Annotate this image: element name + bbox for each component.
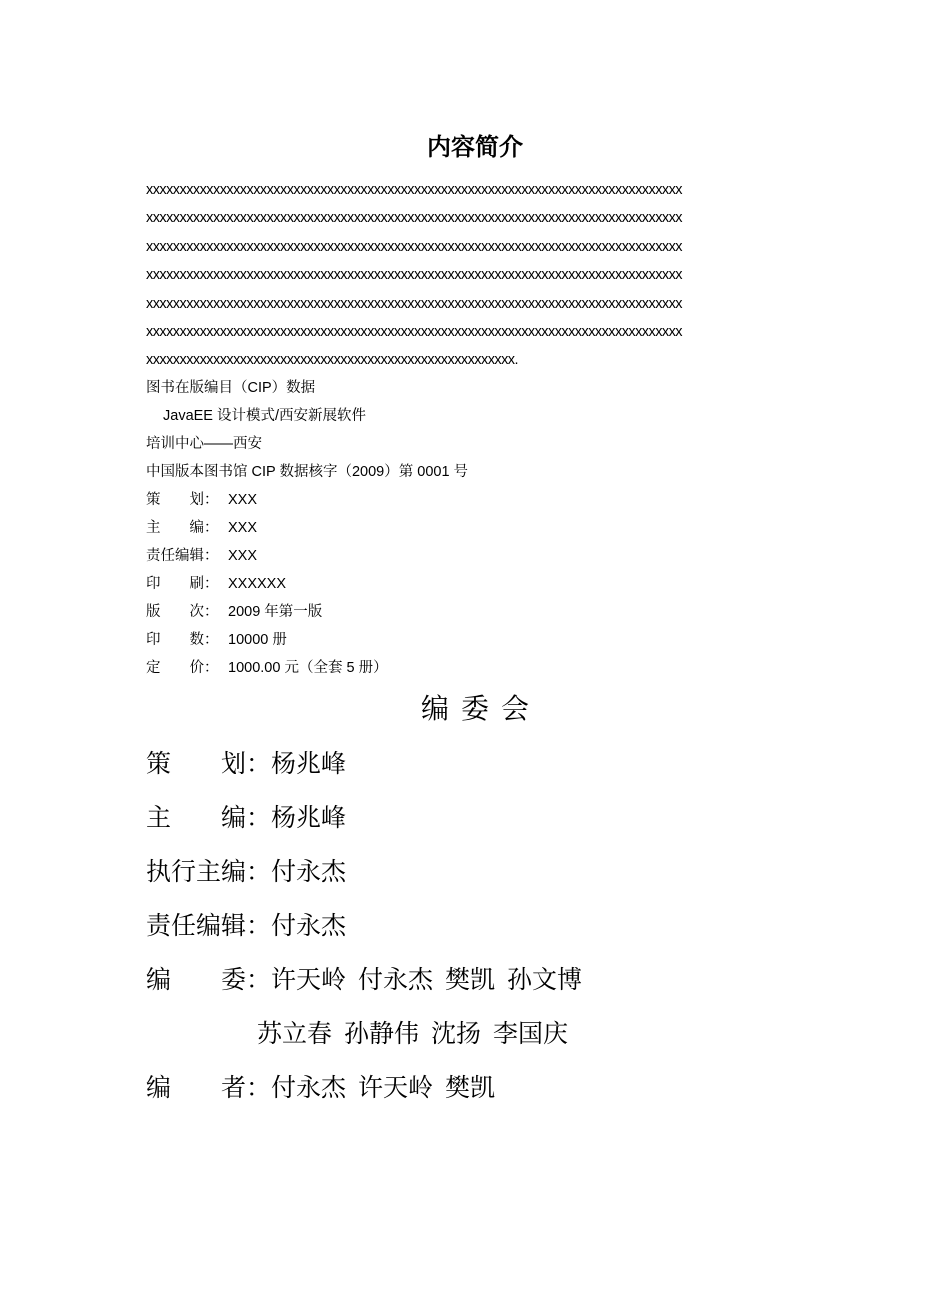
committee-member: 付永杰 xyxy=(271,859,347,886)
committee-row-editor: 主 编 ：杨兆峰 xyxy=(146,792,806,846)
cip-field-printing xyxy=(146,570,806,598)
cip-publisher-line: 培训中心——西安 xyxy=(146,436,262,452)
committee-member: 杨兆峰 xyxy=(271,805,347,832)
cip-field-label: 印 刷 ： xyxy=(146,576,219,592)
intro-line: xxxxxxxxxxxxxxxxxxxxxxxxxxxxxxxxxxxxxxxxxxxxxxxxxxxxxxx. xyxy=(146,352,518,369)
committee-member: 樊凯 xyxy=(445,967,496,994)
committee-member: 许天岭 xyxy=(358,1075,434,1102)
committee-label: 责任编辑 xyxy=(146,913,247,940)
intro-line: xxxxxxxxxxxxxxxxxxxxxxxxxxxxxxxxxxxxxxxxxxxxxxxxxxxxxxxxxxxxxxxxxxxxxxxxxxxxxxxx xyxy=(146,238,683,255)
cip-field-value: XXX xyxy=(228,548,258,564)
intro-line: xxxxxxxxxxxxxxxxxxxxxxxxxxxxxxxxxxxxxxxxxxxxxxxxxxxxxxxxxxxxxxxxxxxxxxxxxxxxxxxx xyxy=(146,323,683,340)
cip-field-value: 1000.00 元（全套 5 册） xyxy=(228,660,388,676)
cip-field-value: 10000 册 xyxy=(228,632,287,648)
cip-field-label: 定 价 ： xyxy=(146,660,219,676)
committee-member: 许天岭 xyxy=(271,967,347,994)
intro-line: xxxxxxxxxxxxxxxxxxxxxxxxxxxxxxxxxxxxxxxxxxxxxxxxxxxxxxxxxxxxxxxxxxxxxxxxxxxxxxxx xyxy=(146,210,683,227)
committee-member: 沈扬 xyxy=(431,1021,482,1048)
committee-member: 樊凯 xyxy=(445,1075,496,1102)
cip-field-responsible-editor xyxy=(146,542,806,570)
committee-member: 李国庆 xyxy=(493,1021,569,1048)
cip-field-value: XXXXXX xyxy=(228,576,287,592)
cip-field-planning xyxy=(146,486,806,514)
committee-member: 孙静伟 xyxy=(344,1021,420,1048)
cip-block xyxy=(146,374,806,682)
cip-field-label: 策 划 ： xyxy=(146,492,219,508)
committee-row-planning: 策 划 ：杨兆峰 xyxy=(146,738,806,792)
committee-row-authors: 编 者 ：付永杰 许天岭 樊凯 xyxy=(146,1062,806,1116)
intro-line: xxxxxxxxxxxxxxxxxxxxxxxxxxxxxxxxxxxxxxxxxxxxxxxxxxxxxxxxxxxxxxxxxxxxxxxxxxxxxxxx xyxy=(146,267,683,284)
committee-member: 苏立春 xyxy=(257,1021,333,1048)
intro-line: xxxxxxxxxxxxxxxxxxxxxxxxxxxxxxxxxxxxxxxxxxxxxxxxxxxxxxxxxxxxxxxxxxxxxxxxxxxxxxxx xyxy=(146,295,683,312)
cip-field-price xyxy=(146,654,806,682)
cip-field-edition xyxy=(146,598,806,626)
committee-row-executive-editor: 执行主编：付永杰 xyxy=(146,846,806,900)
cip-field-label: 主 编 ： xyxy=(146,520,219,536)
intro-line: xxxxxxxxxxxxxxxxxxxxxxxxxxxxxxxxxxxxxxxxxxxxxxxxxxxxxxxxxxxxxxxxxxxxxxxxxxxxxxxx xyxy=(146,182,683,198)
cip-field-value: XXX xyxy=(228,492,258,508)
committee-member: 付永杰 xyxy=(271,1075,347,1102)
cip-book-line: JavaEE 设计模式/西安新展软件 xyxy=(163,408,367,424)
cip-field-value: XXX xyxy=(228,520,258,536)
cip-field-value: 2009 年第一版 xyxy=(228,604,323,620)
cip-number: 中国版本图书馆 CIP 数据核字（2009）第 0001 号 xyxy=(146,464,469,480)
cip-field-editor xyxy=(146,514,806,542)
committee-row-members: 编 委 ：许天岭 付永杰 樊凯 孙文博 xyxy=(146,954,806,1008)
committee-label: 编 委 xyxy=(146,967,246,994)
committee-label: 执行主编 xyxy=(146,859,247,886)
cip-field-label: 印 数 ： xyxy=(146,632,219,648)
intro-body xyxy=(146,176,808,375)
committee-list xyxy=(146,738,806,1116)
committee-member: 杨兆峰 xyxy=(271,751,347,778)
cip-field-label: 版 次 ： xyxy=(146,604,219,620)
committee-member: 付永杰 xyxy=(358,967,434,994)
committee-label: 主 编 xyxy=(146,805,246,832)
intro-title: 内容简介 xyxy=(427,134,523,161)
committee-member: 付永杰 xyxy=(271,913,347,940)
committee-title: 编 委 会 xyxy=(420,694,530,725)
cip-header: 图书在版编目（CIP）数据 xyxy=(146,380,316,396)
cip-field-label: 责任编辑： xyxy=(146,548,219,564)
committee-row-members-continued xyxy=(146,1008,806,1062)
committee-row-responsible-editor: 责任编辑：付永杰 xyxy=(146,900,806,954)
committee-member: 孙文博 xyxy=(507,967,583,994)
cip-field-print-count xyxy=(146,626,806,654)
committee-label: 编 者 xyxy=(146,1075,246,1102)
committee-label: 策 划 xyxy=(146,751,246,778)
